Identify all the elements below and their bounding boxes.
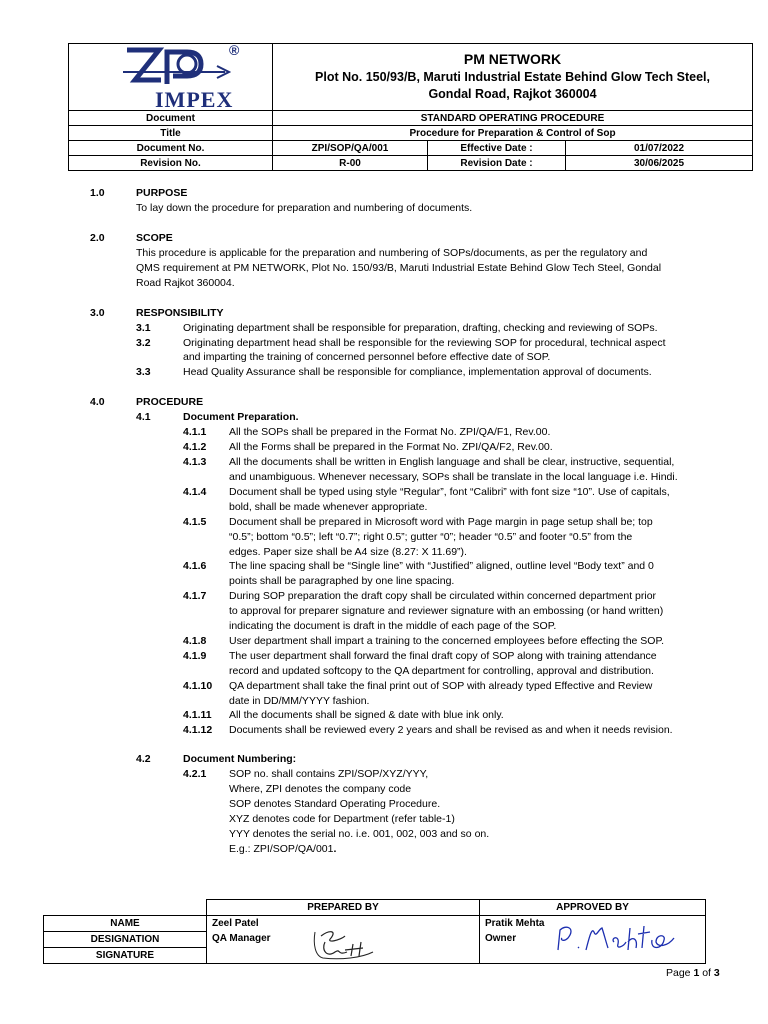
section-title: RESPONSIBILITY	[136, 306, 224, 319]
item-number: 3.2	[136, 336, 151, 349]
approved-cell	[480, 916, 706, 964]
subsection-title: Document Preparation.	[183, 411, 299, 424]
item-number: 4.2.1	[183, 768, 207, 781]
page-current: 1	[693, 967, 700, 979]
item-number: 4.1.5	[183, 515, 207, 528]
text-line: YYY denotes the serial no. i.e. 001, 002, 003 and so on.	[229, 827, 490, 840]
text-line: Document shall be prepared in Microsoft word with Page margin in page setup shall be; top	[229, 515, 653, 528]
preparation-list	[90, 425, 726, 738]
text-line: The user department shall forward the final draft copy of SOP along with training attendance	[229, 649, 657, 662]
text-line: points shall be paragraphed by one line spacing.	[229, 575, 455, 588]
prepared-designation: QA Manager	[212, 933, 271, 944]
section-text: To lay down the procedure for preparation and numbering of documents.	[136, 202, 473, 214]
approved-name: Pratik Mehta	[485, 918, 545, 929]
item-number: 4.1.8	[183, 634, 207, 647]
item-number: 4.1.10	[183, 679, 213, 692]
text-line: Originating department shall be responsible for preparation, drafting, checking and reviewing of SOPs.	[183, 321, 658, 334]
example-period: .	[333, 842, 337, 855]
prepared-signature-icon	[311, 922, 381, 962]
logo-wordmark: IMPEX	[155, 87, 234, 112]
address-line-1: Plot No. 150/93/B, Maruti Industrial Estate Behind Glow Tech Steel,	[315, 70, 711, 84]
text-line: Where, ZPI denotes the company code	[229, 783, 412, 796]
page-prefix: Page	[666, 967, 694, 979]
revision-date-value: 30/06/2025	[566, 156, 753, 171]
text-line: All the SOPs shall be prepared in the Format No. ZPI/QA/F1, Rev.00.	[229, 426, 551, 439]
designation-label: DESIGNATION	[44, 932, 207, 948]
logo-cell	[69, 44, 273, 111]
subsection-heading	[136, 410, 726, 425]
list-item	[136, 365, 726, 380]
page-separator: of	[699, 967, 714, 979]
document-no-label: Document No.	[69, 141, 273, 156]
example-text: E.g.: ZPI/SOP/QA/001	[229, 842, 334, 855]
subsection-number: 4.1	[136, 411, 151, 424]
revision-date-label: Revision Date :	[428, 156, 566, 171]
signature-stroke	[558, 926, 674, 950]
text-line: Documents shall be reviewed every 2 years and shall be revised as and when it needs revision.	[229, 724, 673, 737]
prepared-by-header: PREPARED BY	[207, 900, 480, 916]
item-number: 4.1.3	[183, 456, 207, 469]
text-line: “0.5”; bottom “0.5”; left “0.7”; right 0.5”; gutter “0”; header “0.5” and footer “0.5” from the	[229, 530, 633, 543]
text-line: XYZ denotes code for Department (refer table-1)	[229, 813, 455, 825]
text-line: All the Forms shall be prepared in the Format No. ZPI/QA/F2, Rev.00.	[229, 441, 553, 454]
list-item	[183, 708, 726, 723]
section-title: SCOPE	[136, 231, 173, 244]
text-line: QA department shall take the final print out of SOP with already typed Effective and Review	[229, 679, 653, 692]
prepared-cell	[207, 916, 480, 964]
subsection-heading	[136, 752, 726, 767]
list-item	[183, 767, 726, 856]
item-number: 4.1.9	[183, 649, 207, 662]
text-line: QMS requirement at PM NETWORK, Plot No. 150/93/B, Maruti Industrial Estate Behind Glow Tech Steel, Gondal	[136, 261, 662, 274]
list-item	[183, 425, 726, 440]
item-number: 3.3	[136, 366, 151, 379]
title-value: Procedure for Preparation & Control of Sop	[273, 126, 753, 141]
subsection-number: 4.2	[136, 753, 151, 766]
text-line: record and updated softcopy to the QA department for controlling, approval and distribution.	[229, 664, 654, 677]
text-line: All the documents shall be signed & date with blue ink only.	[229, 709, 504, 722]
section-responsibility	[90, 306, 726, 381]
text-line: and unambiguous. Whenever necessary, SOPs shall be translate in the local language i.e. Hindi.	[229, 470, 678, 483]
page-number	[666, 967, 720, 979]
effective-date-value: 01/07/2022	[566, 141, 753, 156]
address-line-2: Gondal Road, Rajkot 360004	[428, 87, 597, 101]
section-purpose	[90, 186, 726, 216]
text-line: Road Rajkot 360004.	[136, 276, 235, 289]
text-line: date in DD/MM/YYYY fashion.	[229, 694, 370, 707]
company-cell	[273, 44, 753, 111]
zpi-logo-icon	[121, 46, 231, 90]
section-number: 4.0	[90, 396, 105, 409]
list-item	[183, 440, 726, 455]
subsection-title: Document Numbering:	[183, 753, 297, 766]
text-line: to approval for preparer signature and reviewer signature with an embossing (or hand written)	[229, 605, 664, 618]
text-line: User department shall impart a training to the concerned employees before effecting the SOP.	[229, 634, 665, 647]
list-item	[183, 649, 726, 679]
text-line: Originating department head shall be responsible for the reviewing SOP for procedural, technical aspect	[183, 336, 666, 349]
text-line: SOP denotes Standard Operating Procedure.	[229, 798, 441, 811]
item-number: 3.1	[136, 321, 151, 334]
registered-mark: ®	[229, 42, 240, 58]
section-heading	[90, 231, 726, 246]
page-total: 3	[713, 967, 720, 979]
revision-no-value: R-00	[273, 156, 428, 171]
approved-designation: Owner	[485, 933, 517, 944]
list-item	[136, 336, 726, 366]
list-item	[183, 634, 726, 649]
approval-table	[43, 899, 706, 964]
item-number: 4.1.2	[183, 441, 207, 454]
section-number: 2.0	[90, 231, 105, 244]
company-name: PM NETWORK	[463, 51, 562, 67]
text-line: and imparting the training of concerned personnel before effective date of SOP.	[183, 351, 551, 364]
section-title: PROCEDURE	[136, 396, 204, 409]
text-line: The line spacing shall be “Single line” with “Justified” aligned, outline level “Body text” and 0	[229, 560, 654, 573]
effective-date-label: Effective Date :	[428, 141, 566, 156]
section-scope	[90, 231, 726, 291]
approved-signature-icon	[552, 920, 682, 956]
list-item	[136, 321, 726, 336]
section-number: 1.0	[90, 187, 105, 199]
text-line: Head Quality Assurance shall be responsible for compliance, implementation approval of documents.	[183, 366, 652, 379]
item-number: 4.1.4	[183, 485, 207, 498]
signature-label: SIGNATURE	[44, 948, 207, 964]
section-procedure	[90, 395, 726, 856]
revision-no-label: Revision No.	[69, 156, 273, 171]
section-heading	[90, 186, 726, 201]
item-number: 4.1.6	[183, 560, 207, 573]
text-line: All the documents shall be written in English language and shall be clear, instructive, sequential,	[229, 456, 675, 469]
prepared-name: Zeel Patel	[212, 918, 259, 929]
item-number: 4.1.12	[183, 724, 213, 737]
section-text	[136, 246, 726, 291]
text-line: bold, shall be made whenever appropriate.	[229, 500, 428, 513]
text-line: Document shall be typed using style “Regular”, font “Calibri” with font size “10”. Use of capitals,	[229, 485, 670, 498]
list-item	[183, 515, 726, 560]
text-line: During SOP preparation the draft copy shall be circulated within concerned department prior	[229, 590, 657, 603]
list-item	[183, 589, 726, 634]
item-number: 4.1.7	[183, 590, 207, 603]
document-label: Document	[69, 111, 273, 126]
text-line: indicating the document is draft in the middle of each page of the SOP.	[229, 620, 557, 633]
list-item	[183, 455, 726, 485]
item-number: 4.1.11	[183, 709, 212, 722]
section-heading	[90, 306, 726, 321]
example-line	[229, 842, 726, 857]
text-line: SOP no. shall contains ZPI/SOP/XYZ/YYY,	[229, 768, 429, 781]
list-item	[183, 559, 726, 589]
blank-cell	[44, 900, 207, 916]
document-value: STANDARD OPERATING PROCEDURE	[273, 111, 753, 126]
company-logo	[69, 44, 272, 110]
item-number: 4.1.1	[183, 426, 207, 439]
section-heading	[90, 395, 726, 410]
section-title: PURPOSE	[136, 187, 188, 199]
section-number: 3.0	[90, 306, 105, 319]
name-label: NAME	[44, 916, 207, 932]
list-item	[183, 723, 726, 738]
text-line: This procedure is applicable for the preparation and numbering of SOPs/documents, as per the regulatory and	[136, 246, 648, 259]
list-item	[183, 679, 726, 709]
title-label: Title	[69, 126, 273, 141]
header-table	[68, 43, 753, 171]
document-no-value: ZPI/SOP/QA/001	[273, 141, 428, 156]
document-body	[90, 186, 726, 872]
list-item	[183, 485, 726, 515]
approved-by-header: APPROVED BY	[480, 900, 706, 916]
text-line: edges. Paper size shall be A4 size (8.27: X 11.69”).	[229, 545, 467, 558]
